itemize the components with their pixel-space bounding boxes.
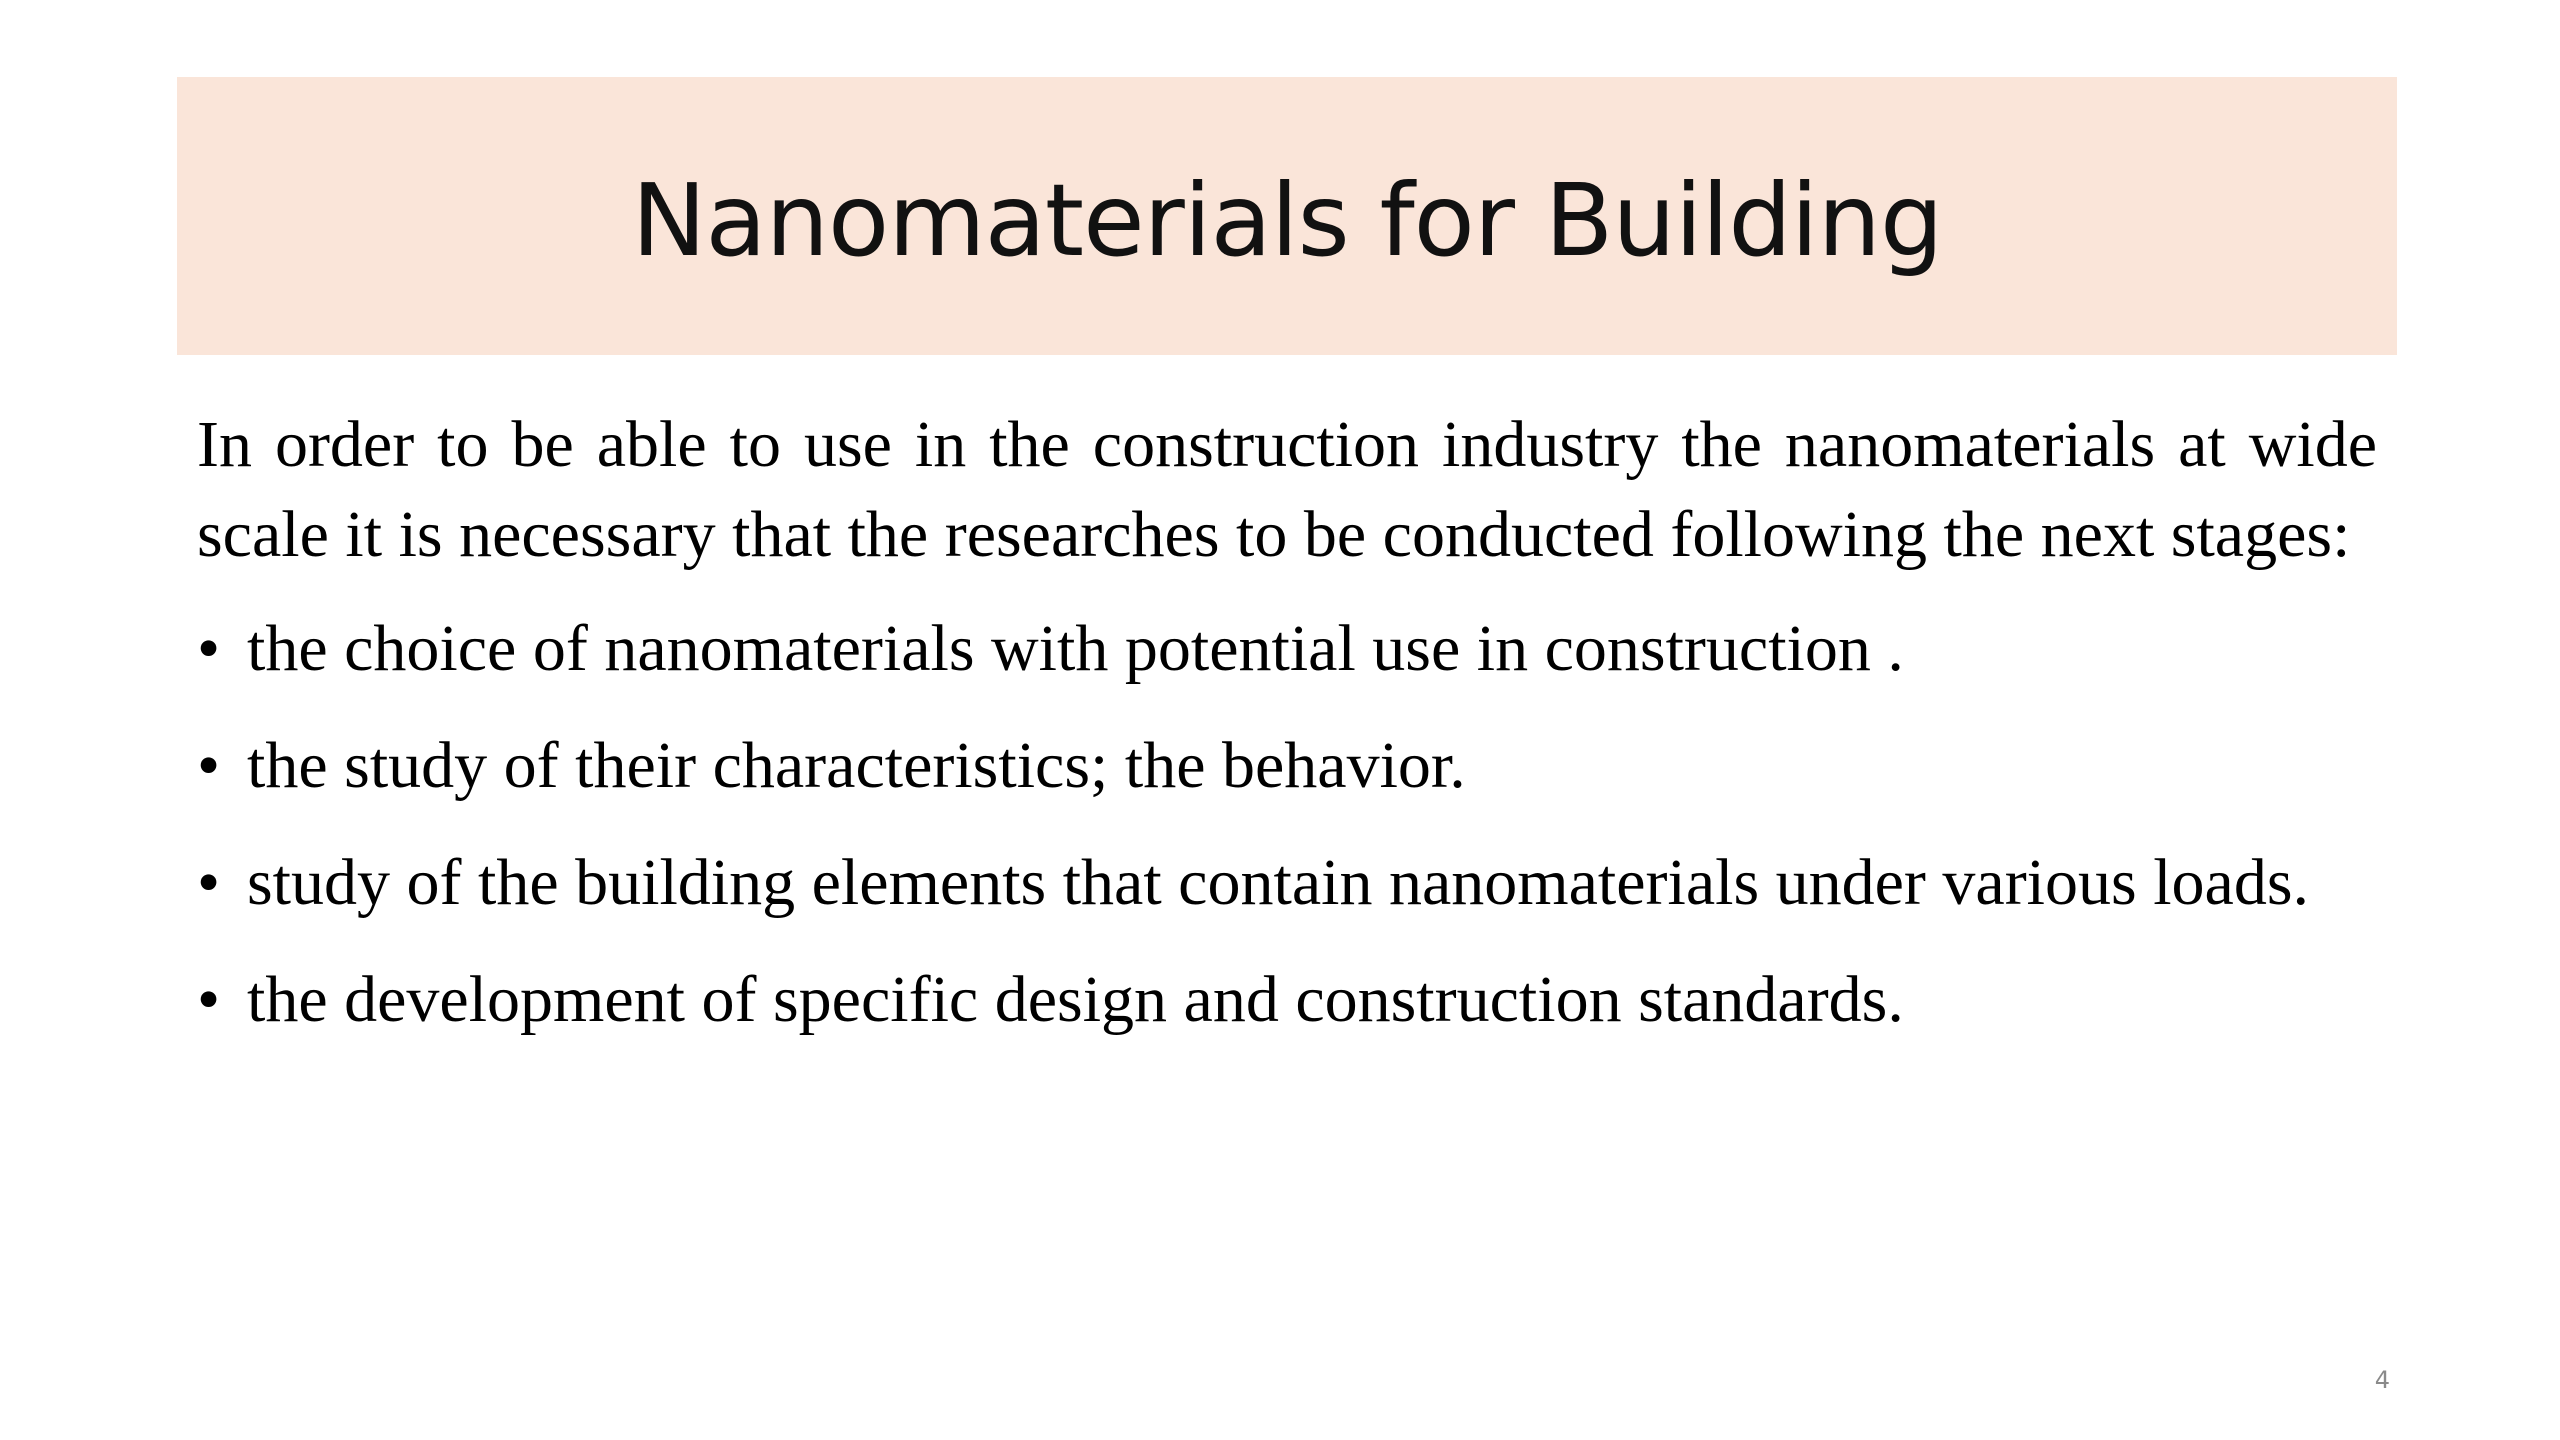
bullet-item xyxy=(197,838,2377,928)
bullet-item xyxy=(197,721,2377,811)
bullet-text: the development of specific design and construction standards. xyxy=(247,963,1904,1036)
bullet-icon: • xyxy=(197,963,221,1036)
bullet-list xyxy=(197,604,2377,1045)
bullet-item xyxy=(197,955,2377,1045)
bullet-text: the study of their characteristics; the behavior. xyxy=(247,729,1466,802)
bullet-text: study of the building elements that contain nanomaterials under various loads. xyxy=(247,846,2310,919)
slide-title: Nanomaterials for Building xyxy=(631,162,1943,279)
bullet-icon: • xyxy=(197,612,221,685)
bullet-text: the choice of nanomaterials with potential use in construction . xyxy=(247,612,1904,685)
bullet-item xyxy=(197,604,2377,694)
slide-body xyxy=(197,400,2377,1072)
title-band xyxy=(177,77,2397,355)
bullet-icon: • xyxy=(197,846,221,919)
bullet-icon: • xyxy=(197,729,221,802)
page-number: 4 xyxy=(2374,1366,2390,1394)
intro-paragraph: In order to be able to use in the construction industry the nanomaterials at wide scale it is necessary that the researches to be conducted following the next stages: xyxy=(197,408,2377,571)
